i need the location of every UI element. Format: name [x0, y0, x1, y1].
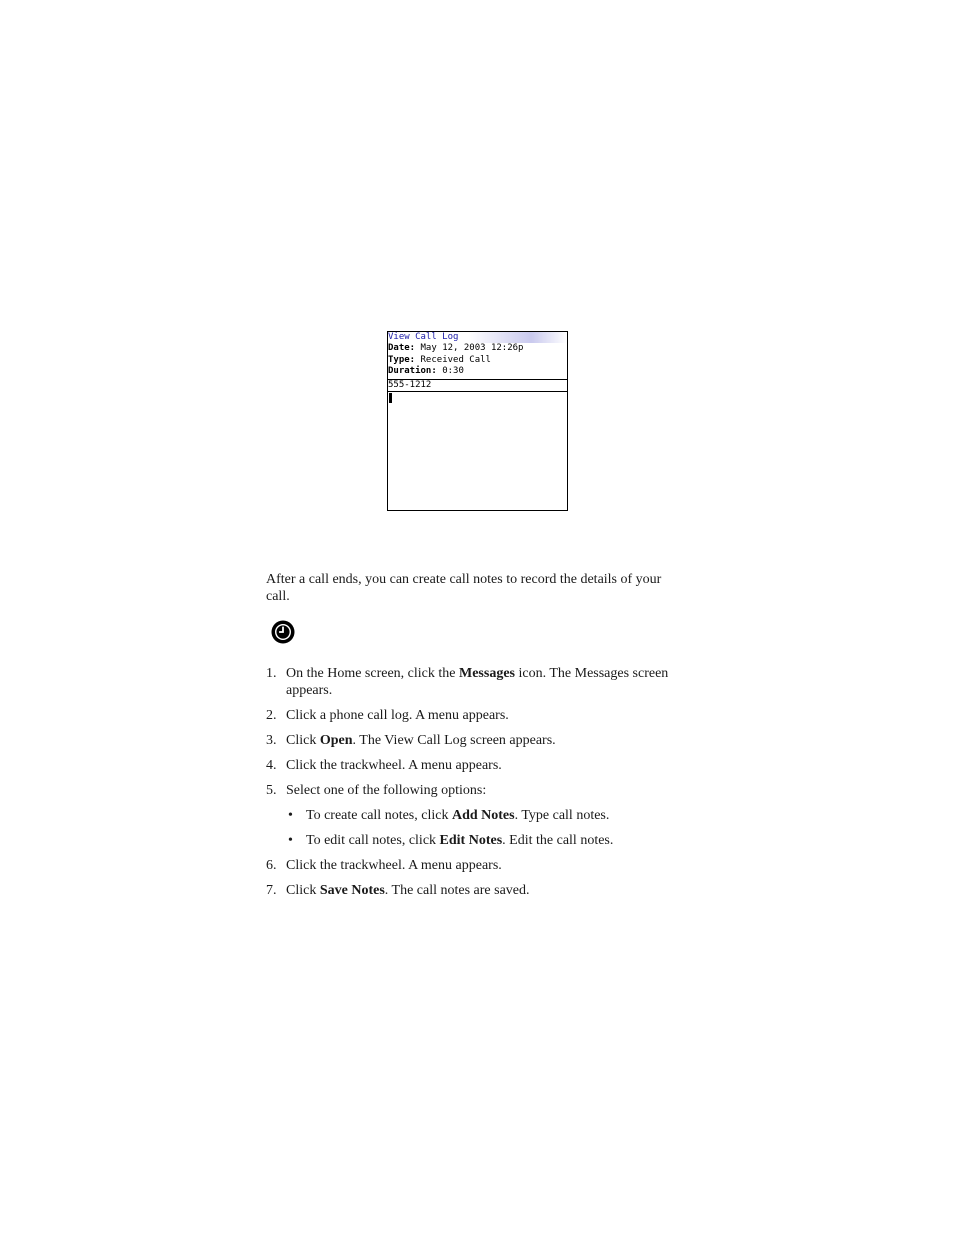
step-item — [266, 857, 686, 874]
notes-text-cursor[interactable] — [389, 393, 392, 403]
option-text: To create call notes, click — [306, 808, 452, 823]
step-item — [266, 882, 686, 899]
step-number: 2. — [266, 708, 277, 723]
type-value: Received Call — [420, 354, 491, 365]
type-label: Type: — [388, 354, 416, 365]
steps-list — [266, 665, 686, 907]
step-text: On the Home screen, click the — [286, 666, 459, 681]
duration-label: Duration: — [388, 366, 437, 376]
step-number: 5. — [266, 783, 277, 798]
options-list — [286, 807, 686, 849]
option-text-after: . Edit the call notes. — [502, 833, 614, 848]
option-item — [286, 832, 686, 849]
step-item — [266, 782, 686, 849]
step-bold-term: Save Notes — [319, 883, 385, 898]
step-number: 1. — [266, 666, 277, 681]
option-text-after: . Type call notes. — [514, 808, 610, 823]
duration-row — [388, 366, 567, 378]
type-row — [388, 355, 567, 367]
phone-number: 555-1212 — [388, 379, 567, 392]
step-text: Select one of the following options: — [286, 783, 487, 798]
step-text: Click the trackwheel. A menu appears. — [286, 858, 502, 873]
step-number: 4. — [266, 758, 277, 773]
clock-icon — [271, 620, 295, 644]
step-text: Click — [286, 733, 320, 748]
step-number: 3. — [266, 733, 277, 748]
option-bold-term: Edit Notes — [439, 833, 503, 848]
step-text: Click a phone call log. A menu appears. — [286, 708, 509, 723]
step-number: 6. — [266, 858, 277, 873]
step-bold-term: Messages — [459, 666, 515, 681]
step-text-after: icon. The Messages screen appears. — [286, 666, 669, 698]
step-item — [266, 732, 686, 749]
date-value: May 12, 2003 12:26p — [420, 343, 524, 353]
step-item — [266, 665, 686, 699]
option-item — [286, 807, 686, 824]
step-item — [266, 707, 686, 724]
step-item — [266, 757, 686, 774]
view-call-log-screen — [387, 331, 568, 511]
step-text-after: . The call notes are saved. — [384, 883, 530, 898]
option-text: To edit call notes, click — [306, 833, 440, 848]
step-text: Click — [286, 883, 320, 898]
date-label: Date: — [388, 343, 416, 353]
step-text-after: . The View Call Log screen appears. — [352, 733, 556, 748]
screen-title: View Call Log — [388, 332, 567, 343]
date-row — [388, 343, 567, 355]
option-bold-term: Add Notes — [451, 808, 515, 823]
step-number: 7. — [266, 883, 277, 898]
step-bold-term: Open — [319, 733, 353, 748]
step-text: Click the trackwheel. A menu appears. — [286, 758, 502, 773]
duration-value: 0:30 — [442, 366, 464, 376]
intro-paragraph: After a call ends, you can create call notes to record the details of your call. — [266, 572, 662, 604]
